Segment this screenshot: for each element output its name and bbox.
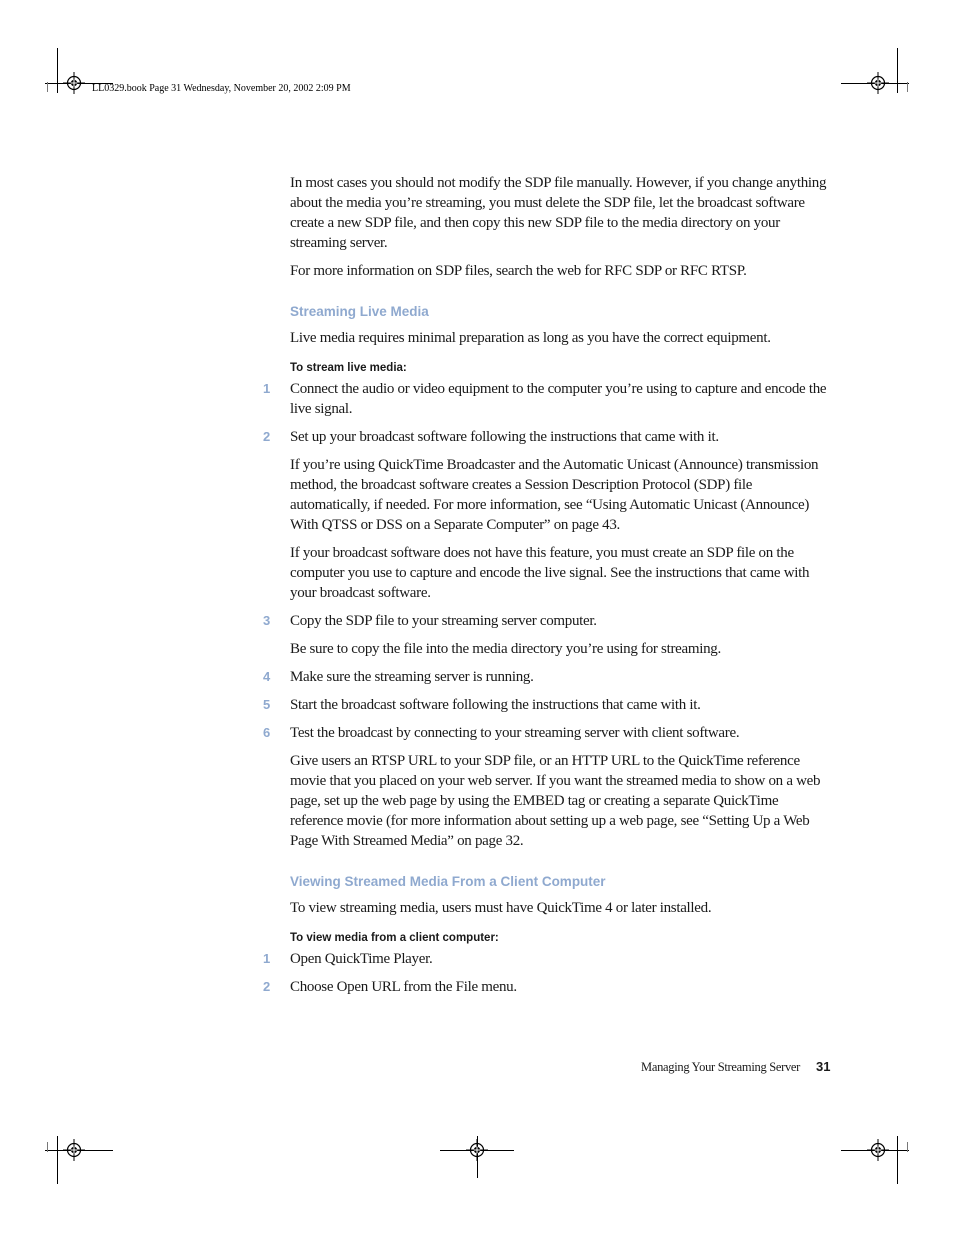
crop-mark: [907, 1142, 908, 1152]
registration-mark-icon: [63, 1139, 85, 1161]
crop-mark: [897, 1136, 898, 1184]
crop-mark: [47, 82, 48, 92]
section-heading: Streaming Live Media: [290, 304, 429, 319]
step-number: 4: [263, 669, 270, 684]
crop-mark: [907, 82, 908, 92]
step-number: 3: [263, 613, 270, 628]
step-item: [263, 695, 830, 715]
step-number: 6: [263, 725, 270, 740]
registration-mark-icon: [867, 1139, 889, 1161]
step-number: 1: [263, 381, 270, 396]
step-text: Choose Open URL from the File menu.: [290, 979, 517, 995]
crop-mark: [897, 48, 898, 93]
step-item: [263, 723, 830, 743]
step-note: Be sure to copy the file into the media directory you’re using for streaming.: [290, 641, 721, 657]
step-text: Make sure the streaming server is running.: [290, 669, 534, 685]
registration-mark-icon: [466, 1139, 488, 1161]
main-content: [263, 173, 830, 1005]
step-item: [263, 379, 830, 419]
section-intro: To view streaming media, users must have QuickTime 4 or later installed.: [290, 900, 712, 916]
step-item: [263, 427, 830, 447]
crop-mark: [57, 48, 58, 93]
step-note: If you’re using QuickTime Broadcaster and the Automatic Unicast (Announce) transmission method, the broadcast software creates a Session Description Protocol (SDP) file automatically, if needed. For more information, see “Using Automatic Unicast (Announce) With QTSS or DSS on a Separate Computer” on page 43.: [290, 457, 819, 533]
step-number: 5: [263, 697, 270, 712]
intro-paragraph: For more information on SDP files, search the web for RFC SDP or RFC RTSP.: [290, 263, 747, 279]
step-item: [263, 977, 830, 997]
registration-mark-icon: [63, 72, 85, 94]
section-heading: Viewing Streamed Media From a Client Computer: [290, 874, 606, 889]
intro-paragraph: In most cases you should not modify the SDP file manually. However, if you change anything about the media you’re streaming, you must delete the SDP file, let the broadcast software create a new SDP file, and then copy this new SDP file to the media directory on your streaming server.: [290, 175, 827, 251]
step-text: Start the broadcast software following the instructions that came with it.: [290, 697, 701, 713]
step-item: [263, 611, 830, 631]
step-item: [263, 949, 830, 969]
step-text: Open QuickTime Player.: [290, 951, 433, 967]
task-heading: To stream live media:: [290, 362, 407, 374]
step-note: If your broadcast software does not have this feature, you must create an SDP file on the computer you use to capture and encode the live signal. See the instructions that came with your broadcast software.: [290, 545, 810, 601]
crop-mark: [57, 1136, 58, 1184]
registration-mark-icon: [867, 72, 889, 94]
step-text: Test the broadcast by connecting to your streaming server with client software.: [290, 725, 740, 741]
step-text: Set up your broadcast software following the instructions that came with it.: [290, 429, 719, 445]
print-slug: LL0329.book Page 31 Wednesday, November 20, 2002 2:09 PM: [92, 83, 351, 94]
task-heading: To view media from a client computer:: [290, 932, 499, 944]
step-note: Give users an RTSP URL to your SDP file, or an HTTP URL to the QuickTime reference movie that you placed on your web server. If you want the streamed media to show on a web page, set up the web page by using the EMBED tag or creating a separate QuickTime reference movie (for more information about setting up a web page, see “Setting Up a Web Page With Streamed Media” on page 32.: [290, 753, 821, 849]
step-item: [263, 667, 830, 687]
step-text: Connect the audio or video equipment to the computer you’re using to capture and encode the live signal.: [290, 381, 827, 417]
crop-mark: [47, 1142, 48, 1152]
step-number: 2: [263, 429, 270, 444]
page-number: 31: [816, 1059, 831, 1074]
step-text: Copy the SDP file to your streaming server computer.: [290, 613, 597, 629]
step-number: 1: [263, 951, 270, 966]
running-footer: Managing Your Streaming Server: [641, 1060, 801, 1074]
section-intro: Live media requires minimal preparation as long as you have the correct equipment.: [290, 330, 771, 346]
step-number: 2: [263, 979, 270, 994]
